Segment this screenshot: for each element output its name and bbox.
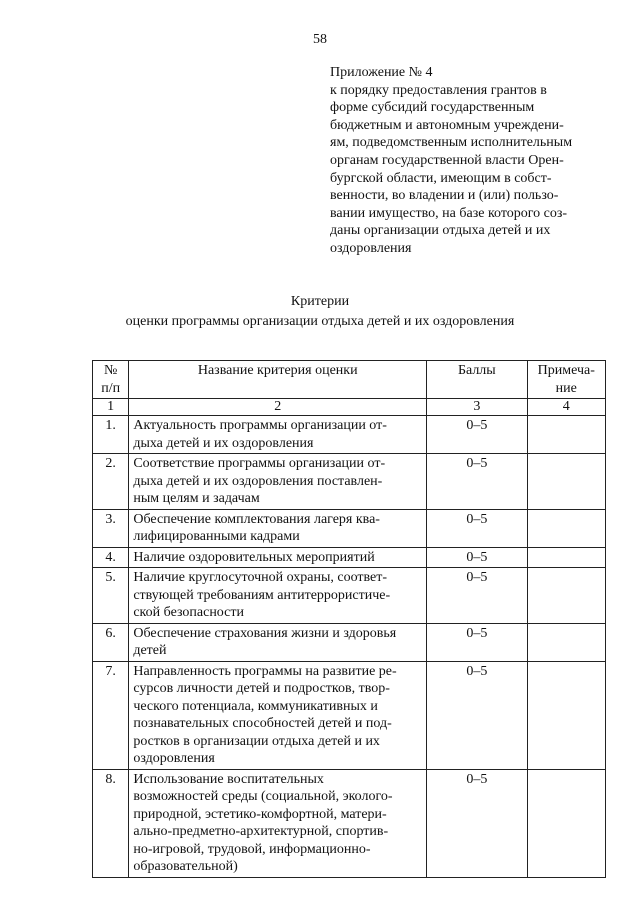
criterion-name-line: Направленность программы на развитие ре-	[133, 663, 397, 679]
appendix-line: бургской области, имеющим в собст-	[330, 170, 552, 186]
row-score: 0–5	[427, 769, 527, 877]
table-row	[93, 623, 606, 661]
row-note	[527, 509, 605, 547]
appendix-line: органам государственной власти Орен-	[330, 152, 564, 168]
appendix-line: венности, во владении и (или) пользо-	[330, 188, 559, 204]
index-cell: 2	[129, 399, 427, 416]
table-row	[93, 454, 606, 510]
row-criterion-name	[129, 661, 427, 769]
appendix-title: Приложение № 4	[330, 65, 433, 80]
table-index-row	[93, 399, 606, 416]
criterion-name-line: оздоровления	[133, 751, 215, 766]
appendix-line: вании имущество, на базе которого соз-	[330, 205, 568, 221]
row-number: 1.	[93, 416, 129, 454]
row-score: 0–5	[427, 661, 527, 769]
table-row	[93, 769, 606, 877]
criterion-name-line: сурсов личности детей и подростков, твор-	[133, 681, 390, 696]
index-cell: 4	[527, 399, 605, 416]
criterion-name-line: Наличие оздоровительных мероприятий	[133, 549, 375, 565]
row-note	[527, 416, 605, 454]
criterion-name-line: Использование воспитательных	[133, 771, 324, 787]
header-number	[93, 361, 129, 399]
row-score: 0–5	[427, 454, 527, 510]
row-score: 0–5	[427, 416, 527, 454]
row-note	[527, 769, 605, 877]
row-criterion-name	[129, 568, 427, 624]
row-number: 5.	[93, 568, 129, 624]
appendix-line: даны организации отдыха детей и их	[330, 223, 551, 239]
table-header-row	[93, 361, 606, 399]
appendix-line: к порядку предоставления грантов в	[330, 82, 547, 98]
criterion-name-line: Актуальность программы организации от-	[133, 418, 387, 433]
table-row	[93, 509, 606, 547]
criterion-name-line: ально-предметно-архитектурной, спортив-	[133, 824, 389, 839]
appendix-line: ям, подведомственным исполнительным	[330, 135, 573, 151]
header-note-line: ние	[555, 380, 577, 396]
row-note	[527, 623, 605, 661]
criterion-name-line: дыха детей и их оздоровления поставлен-	[133, 473, 383, 489]
row-number: 4.	[93, 547, 129, 568]
criterion-name-line: ской безопасности	[133, 605, 244, 620]
criterion-name-line: возможностей среды (социальной, эколого-	[133, 789, 393, 804]
row-number: 2.	[93, 454, 129, 510]
row-note	[527, 568, 605, 624]
criterion-name-line: ным целям и задачам	[133, 491, 260, 506]
criterion-name-line: дыха детей и их оздоровления	[133, 435, 314, 451]
appendix-line: бюджетным и автономным учреждени-	[330, 117, 564, 133]
document-heading	[0, 292, 640, 332]
header-number-line: п/п	[101, 380, 121, 396]
table-row	[93, 416, 606, 454]
heading-line-1: Критерии	[290, 294, 350, 309]
row-criterion-name	[129, 416, 427, 454]
criterion-name-line: познавательных способностей детей и под-	[133, 716, 392, 731]
criterion-name-line: образовательной)	[133, 859, 238, 874]
row-number: 8.	[93, 769, 129, 877]
row-criterion-name	[129, 623, 427, 661]
row-score: 0–5	[427, 547, 527, 568]
criterion-name-line: ческого потенциала, коммуникативных и	[133, 698, 378, 714]
row-score: 0–5	[427, 568, 527, 624]
row-criterion-name	[129, 509, 427, 547]
header-name: Название критерия оценки	[129, 361, 427, 399]
row-criterion-name	[129, 454, 427, 510]
appendix-line: форме субсидий государственным	[330, 100, 535, 116]
row-note	[527, 454, 605, 510]
header-number-line: №	[103, 363, 118, 378]
header-note-line: Примеча-	[537, 363, 595, 378]
page-number: 58	[313, 32, 327, 47]
criterion-name-line: Наличие круглосуточной охраны, соответ-	[133, 570, 388, 585]
criterion-name-line: Обеспечение страхования жизни и здоровья	[133, 625, 397, 641]
criterion-name-line: Соответствие программы организации от-	[133, 456, 386, 471]
row-criterion-name	[129, 769, 427, 877]
appendix-block	[330, 64, 600, 258]
criterion-name-line: детей	[133, 643, 167, 658]
criterion-name-line: но-игровой, трудовой, информационно-	[133, 841, 371, 857]
table-row	[93, 661, 606, 769]
criterion-name-line: Обеспечение комплектования лагеря ква-	[133, 511, 380, 527]
row-criterion-name	[129, 547, 427, 568]
criterion-name-line: ствующей требованиям антитеррористиче-	[133, 587, 391, 603]
appendix-line: оздоровления	[330, 240, 412, 256]
header-note	[527, 361, 605, 399]
heading-line-2: оценки программы организации отдыха детей и их оздоровления	[125, 314, 515, 329]
row-number: 6.	[93, 623, 129, 661]
row-note	[527, 661, 605, 769]
row-score: 0–5	[427, 509, 527, 547]
table-row	[93, 547, 606, 568]
row-note	[527, 547, 605, 568]
row-number: 7.	[93, 661, 129, 769]
index-cell: 3	[427, 399, 527, 416]
criteria-table	[92, 360, 606, 878]
header-score: Баллы	[427, 361, 527, 399]
criterion-name-line: ростков в организации отдыха детей и их	[133, 733, 380, 749]
index-cell: 1	[93, 399, 129, 416]
table-row	[93, 568, 606, 624]
row-score: 0–5	[427, 623, 527, 661]
criteria-rows	[93, 416, 606, 878]
row-number: 3.	[93, 509, 129, 547]
criterion-name-line: лифицированными кадрами	[133, 529, 300, 544]
criterion-name-line: природной, эстетико-комфортной, матери-	[133, 806, 387, 822]
